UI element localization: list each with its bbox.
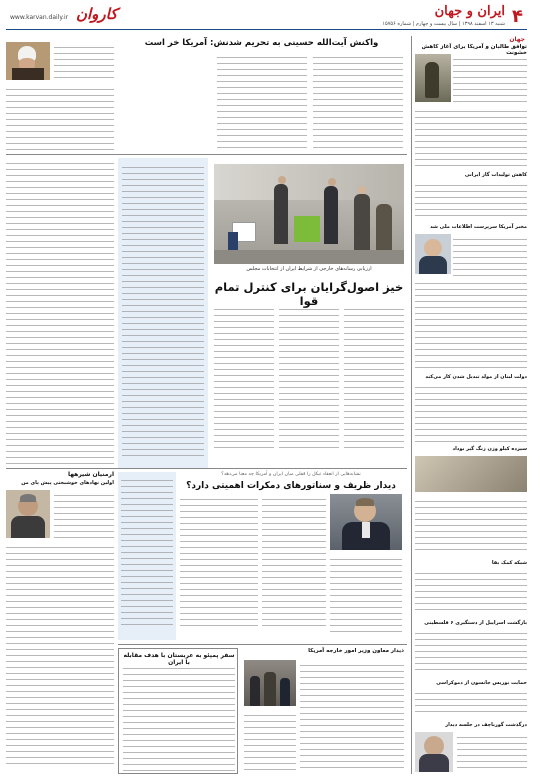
bottom-center-kicker: نشانه‌هایی از انعقاد تیکل را قفلی میان ایران و آمریکا چه معنا می‌دهد؟ [221,472,361,477]
bottom-left-portrait [6,490,50,538]
official-portrait [415,234,451,274]
world-tag: جهان [509,36,525,43]
right-headline-9: درگذشت گورباچف در جلسه دیدار [445,722,527,728]
main-photo-caption: ارزیابی رسانه‌های خارجی از شرایط ایران از انتخابات مجلس [246,266,372,272]
senator-photo [330,494,402,550]
bottom-center-text-c [330,554,402,634]
main-text-c [344,304,404,454]
page-number: ۴ [512,6,523,27]
right-text-3b [415,278,527,368]
right-headline-5: سیزده کیلو وزن زنگ گیر بوداد [452,446,527,452]
bottom-left-box-text [121,475,173,635]
right-text-7 [415,628,527,676]
right-headline-1: توافق طالبان و آمریکا برای آغاز کاهش خشونت [421,44,527,56]
top-text-a [313,52,403,148]
rubble-photo [415,456,527,492]
masthead [6,4,527,30]
top-headline: واکنش آیت‌الله حسینی به تحریم شدنش: آمریکا خر است [144,38,379,48]
right-text-5 [415,496,527,556]
right-text-1 [453,54,527,104]
right-text-6 [415,568,527,616]
bottom-right-headline: دیدار معاون وزیر امور خارجه آمریکا [308,648,404,654]
lower-section-divider [118,644,407,645]
right-text-2 [415,180,527,220]
bottom-boxed-article [118,648,238,774]
main-headline: خیز اصول‌گرایان برای کنترل تمام قوا [214,280,404,308]
right-text-3 [453,234,527,276]
right-headline-2: کاهش تولیدات گاز ایرانی [464,172,527,178]
bottom-right-text-b [244,710,296,772]
top-left-text-b [6,84,114,150]
top-section-divider [6,154,407,155]
right-text-4 [415,382,527,442]
dateline: شنبه ۱۳ اسفند ۱۳۹۸ | سال بیست و چهارم | شماره ۱۵۷۵۶ [382,21,505,27]
bottom-left-headline: اولین نهادهای خوشبختی پیش پای من [21,480,114,486]
right-headline-4: دولت لبنان از مولد تبدیل شدن کار می‌کند [425,374,527,380]
left-sidebar-box [118,158,208,468]
newspaper-logo: کاروان [76,5,118,23]
column-divider [411,36,412,774]
cleric-photo [6,42,50,80]
main-election-photo [214,164,404,264]
bottom-center-text-b [180,494,258,634]
bottom-left-text [54,490,114,540]
top-text-b [217,52,307,148]
right-headline-3: مخبر آمریکا سرپرست اطلاعات ملی شد [430,224,527,230]
right-text-1b [415,106,527,166]
section-title: ایران و جهان [434,4,505,19]
bottom-box-text [123,663,235,771]
bottom-right-text-a [300,660,404,772]
bottom-center-headline: دیدار ظریف و سناتورهای دمکرات اهمیتی دارد؟ [186,481,396,491]
main-text-a [214,304,274,454]
crowd-photo [244,660,296,706]
bottom-left-text-b [6,542,114,772]
left-mid-text [6,158,114,468]
bottom-center-text-a [262,494,326,634]
right-article-1 [415,44,527,56]
gorbachev-photo [415,732,453,772]
right-headline-7: بازگشت اسراییل از دستگیری ۶ فلسطینی [424,620,527,626]
main-text-b [279,304,339,454]
bottom-left-tag: ارمنیان شیرهها [67,471,114,478]
bottom-box-headline: سفر پمپئو به عربستان با هدف مقابله با ایران [123,652,235,666]
bottom-left-box [118,472,176,640]
right-column [415,44,527,774]
right-headline-8: حمایت بوریس جانسون از دموکراسی [436,680,527,686]
website: www.karvan.daily.ir [10,14,69,21]
mid-section-divider [6,468,407,469]
right-headline-6: شبکه کمک بقا [491,560,527,566]
right-text-9 [457,732,527,774]
top-left-text [54,42,114,82]
left-sidebar-text [122,162,204,462]
soldier-photo [415,54,451,102]
right-text-8 [415,688,527,718]
